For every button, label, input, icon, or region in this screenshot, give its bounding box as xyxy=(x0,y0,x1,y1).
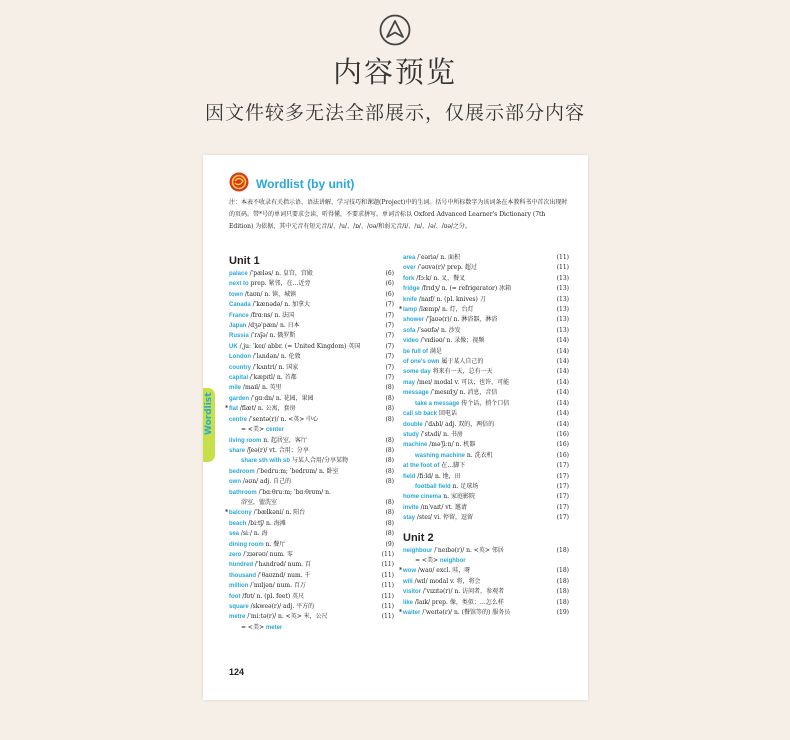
wordlist-entry xyxy=(403,274,569,284)
entry-headword: be full of xyxy=(403,348,428,355)
wordlist-entry xyxy=(403,492,569,502)
wordlist-entry xyxy=(229,436,394,446)
entry-headword: Russia xyxy=(229,333,249,340)
right-entry-list xyxy=(399,253,569,524)
wordlist-entry xyxy=(403,284,569,294)
wordlist-entry xyxy=(399,566,569,576)
wordlist-entry xyxy=(403,347,569,357)
entry-definition: n. 起居室，客厅 xyxy=(261,436,307,444)
entry-headword: over xyxy=(403,265,416,272)
entry-page-ref: (14) xyxy=(556,368,569,376)
entry-page-ref: (18) xyxy=(556,588,569,596)
entry-definition: /ˈθaʊznd/ num. 千 xyxy=(256,571,311,579)
wordlist-entry xyxy=(229,550,394,560)
entry-definition: /ˈvɪzɪtə(r)/ n. 访问者，参观者 xyxy=(421,588,505,596)
entry-page-ref: (14) xyxy=(556,358,569,366)
entry-headword: sea xyxy=(229,531,240,538)
entry-page-ref: (13) xyxy=(556,295,569,303)
entry-page-ref: (11) xyxy=(556,254,569,261)
entry-headword: washing machine xyxy=(415,452,466,459)
wordlist-entry xyxy=(229,394,394,404)
entry-headword: fridge xyxy=(403,286,420,293)
wordlist-entry xyxy=(403,326,569,336)
entry-headword: share xyxy=(229,447,246,454)
entry-page-ref: (14) xyxy=(556,410,569,418)
entry-definition: = <美> center xyxy=(241,426,284,434)
entry-headword: machine xyxy=(403,442,428,449)
wordlist-entry xyxy=(403,598,569,608)
wordlist-entry xyxy=(229,311,394,321)
entry-page-ref: (7) xyxy=(385,332,394,340)
entry-headword: neighbour xyxy=(403,547,433,554)
wordlist-entry xyxy=(403,378,569,388)
entry-definition: /ˈvɪdiəʊ/ n. 录像；视频 xyxy=(418,337,485,345)
right-column xyxy=(399,253,569,618)
wordlist-entry xyxy=(229,383,394,393)
entry-page-ref: (18) xyxy=(556,567,569,575)
wordlist-entry xyxy=(403,577,569,587)
entry-page-ref: (8) xyxy=(385,415,394,423)
entry-definition: /frɑːns/ n. 法国 xyxy=(248,311,295,319)
entry-headword: square xyxy=(229,604,249,610)
entry-definition: 与某人合用/分享某物 xyxy=(290,457,348,465)
entry-definition: /ˈmiːtə(r)/ n. <英> 米，公尺 xyxy=(245,613,328,621)
entry-page-ref: (17) xyxy=(556,462,569,470)
entry-headword: Canada xyxy=(229,302,251,309)
wordlist-entry xyxy=(229,477,394,487)
entry-headword: next to xyxy=(229,281,249,288)
entry-definition: n. 餐厅 xyxy=(263,540,286,548)
entry-page-ref: (8) xyxy=(385,405,394,413)
entry-page-ref: (8) xyxy=(385,457,394,465)
entry-page-ref: (14) xyxy=(556,347,569,355)
page-title: 内容预览 xyxy=(332,55,457,89)
entry-page-ref: (14) xyxy=(556,420,569,428)
wordlist-entry xyxy=(229,269,394,279)
entry-headword: hundred xyxy=(229,562,253,569)
entry-headword: fork xyxy=(403,275,415,282)
entry-headword: waiter xyxy=(403,610,421,616)
entry-page-ref: (11) xyxy=(381,561,394,569)
entry-headword: country xyxy=(229,364,252,371)
entry-definition: /ˈsentə(r)/ n. <英> 中心 xyxy=(247,415,319,423)
wordlist-entry xyxy=(403,420,569,430)
wordlist-entry xyxy=(403,546,569,556)
entry-definition: /ˈkænədə/ n. 加拿大 xyxy=(250,301,310,309)
entry-headword: town xyxy=(229,291,243,298)
entry-definition: /meɪ/ modal v. 可以；也许，可能 xyxy=(415,378,510,386)
entry-definition: /ˈrʌʃə/ n. 俄罗斯 xyxy=(248,332,296,340)
entry-headword: study xyxy=(403,431,420,438)
entry-definition: /siː/ n. 海 xyxy=(239,530,268,538)
entry-page-ref: (13) xyxy=(556,274,569,282)
wordlist-entry xyxy=(229,363,394,373)
entry-definition: /ˈkʌntri/ n. 国家 xyxy=(251,363,299,371)
page-subtitle: 因文件较多无法全部展示，仅展示部分内容 xyxy=(204,102,585,124)
entry-page-ref: (7) xyxy=(385,342,394,350)
entry-page-ref: (11) xyxy=(381,592,394,600)
entry-definition: /fʊt/ n. (pl. feet) 英尺 xyxy=(240,592,305,600)
wordlist-entry xyxy=(229,321,394,331)
entry-page-ref: (9) xyxy=(385,540,394,548)
entry-definition: /ˈbælkəni/ n. 阳台 xyxy=(251,509,306,517)
wordlist-entry xyxy=(225,508,394,518)
entry-headword: bathroom xyxy=(229,489,257,496)
entry-definition: 属于某人自己的 xyxy=(439,358,484,366)
entry-definition: = <美> meter xyxy=(241,623,283,631)
entry-definition: 将来有一天，总有一天 xyxy=(430,368,493,376)
entry-headword: may xyxy=(403,379,416,386)
entry-definition: /ˈbɑːθruːm; ˈbɑːθrʊm/ n. xyxy=(256,488,331,496)
entry-definition: /fɔːk/ n. 叉，餐叉 xyxy=(414,274,466,282)
asterisk-mark: * xyxy=(399,567,403,575)
entry-headword: Japan xyxy=(229,323,247,330)
wordlist-entry xyxy=(403,253,569,263)
entry-headword: knife xyxy=(403,296,418,303)
entry-page-ref: (11) xyxy=(381,613,394,621)
entry-page-ref: (18) xyxy=(556,546,569,554)
wordlist-entry xyxy=(403,388,569,398)
entry-page-ref: (13) xyxy=(556,316,569,324)
wordlist-entry xyxy=(229,352,394,362)
entry-definition: 满是 xyxy=(428,347,442,355)
entry-definition: 在…脚下 xyxy=(439,462,466,470)
wordlist-entry xyxy=(229,498,394,508)
entry-definition: /ˈkæpɪtl/ n. 首都 xyxy=(248,374,297,382)
entry-definition: /ˈneɪbə(r)/ n. <英> 邻居 xyxy=(432,546,504,554)
wordlist-entry xyxy=(229,529,394,539)
entry-headword: beach xyxy=(229,520,247,527)
entry-definition: /ˈəʊvə(r)/ prep. 超过 xyxy=(415,264,477,272)
entry-page-ref: (8) xyxy=(385,384,394,392)
entry-definition: /ɪnˈvaɪt/ vt. 邀请 xyxy=(418,503,467,511)
entry-page-ref: (11) xyxy=(381,603,394,610)
wordlist-entry xyxy=(403,409,569,419)
entry-headword: field xyxy=(403,473,416,480)
entry-definition: /ˈʃaʊə(r)/ n. 淋浴器，淋浴 xyxy=(424,316,498,324)
wordlist-entry xyxy=(403,472,569,482)
entry-headword: share sth with sb xyxy=(241,458,291,465)
entry-page-ref: (8) xyxy=(385,509,394,517)
wordlist-entry xyxy=(403,513,569,523)
entry-page-ref: (16) xyxy=(556,441,569,449)
entry-page-ref: (8) xyxy=(385,446,394,454)
entry-page-ref: (17) xyxy=(556,514,569,522)
entry-page-ref: (13) xyxy=(556,326,569,334)
compass-logo-icon xyxy=(379,14,411,46)
asterisk-mark: * xyxy=(225,509,229,517)
wordlist-entry xyxy=(403,461,569,471)
entry-variant: center xyxy=(265,427,284,434)
wordlist-heading: Wordlist (by unit) xyxy=(256,177,355,191)
entry-headword: London xyxy=(229,354,251,361)
entry-headword: message xyxy=(403,390,429,397)
entry-definition: /ˈstʌdi/ n. 书房 xyxy=(419,430,463,438)
entry-page-ref: (16) xyxy=(556,430,569,438)
wordlist-side-tab xyxy=(203,388,215,462)
entry-headword: dining room xyxy=(229,541,264,548)
entry-page-ref: (8) xyxy=(385,530,394,538)
entry-definition: /frɪdʒ/ n. (= refrigerator) 冰箱 xyxy=(419,285,512,293)
entry-definition: /ˈdʌbl/ adj. 双的，两倍的 xyxy=(422,420,495,428)
entry-definition: 回电话 xyxy=(437,410,457,418)
entry-headword: centre xyxy=(229,416,248,423)
entry-page-ref: (14) xyxy=(556,399,569,407)
entry-headword: million xyxy=(229,583,249,590)
entry-definition: /ˈmɪljən/ num. 百万 xyxy=(248,582,306,590)
asterisk-mark: * xyxy=(399,306,403,314)
entry-page-ref: (8) xyxy=(385,394,394,402)
entry-page-ref: (11) xyxy=(381,550,394,558)
entry-headword: area xyxy=(403,255,416,261)
entry-page-ref: (7) xyxy=(385,322,394,330)
entry-headword: call sb back xyxy=(403,411,438,418)
entry-headword: invite xyxy=(403,504,419,511)
wordlist-entry xyxy=(403,367,569,377)
wordlist-entry xyxy=(229,331,394,341)
asterisk-mark: * xyxy=(399,609,403,616)
entry-definition: /biːtʃ/ n. 海滩 xyxy=(246,519,286,527)
unit-heading: Unit 1 xyxy=(229,255,260,267)
entry-headword: zero xyxy=(229,551,242,558)
entry-definition: /ˈlʌndən/ n. 伦敦 xyxy=(251,353,301,361)
entry-headword: shower xyxy=(403,317,425,324)
entry-definition: 浴室，盥洗室 xyxy=(241,498,278,506)
entry-definition: /ˈzɪərəʊ/ num. 零 xyxy=(241,550,293,558)
entry-headword: like xyxy=(403,599,414,606)
wordlist-entry xyxy=(229,560,394,570)
entry-headword: UK xyxy=(229,343,238,350)
entry-definition: 传个话，捎个口信 xyxy=(459,399,510,407)
entry-definition: /maɪl/ n. 英里 xyxy=(241,384,282,392)
entry-page-ref: (7) xyxy=(385,374,394,382)
entry-definition: n. 洗衣机 xyxy=(465,451,493,459)
wordlist-entry xyxy=(399,608,569,618)
wordlist-entry xyxy=(229,540,394,550)
entry-page-ref: (11) xyxy=(556,264,569,272)
entry-definition: /wɪl/ modal v. 将，将会 xyxy=(412,577,481,585)
entry-definition: /naɪf/ n. (pl. knives) 刀 xyxy=(417,295,486,303)
entry-variant: meter xyxy=(265,624,283,631)
wordlist-entry xyxy=(229,612,394,622)
entry-definition: /ˈbedruːm; ˈbedrʊm/ n. 卧室 xyxy=(254,467,339,475)
entry-headword: foot xyxy=(229,593,241,600)
entry-definition: /skweə(r)/ adj. 平方的 xyxy=(248,603,315,610)
entry-definition: /məˈʃiːn/ n. 机器 xyxy=(427,441,476,449)
entry-page-ref: (17) xyxy=(556,482,569,490)
entry-headword: take a message xyxy=(415,400,460,407)
wordlist-entry xyxy=(403,315,569,325)
wordlist-entry xyxy=(229,425,394,435)
entry-page-ref: (7) xyxy=(385,301,394,309)
entry-definition: /laɪk/ prep. 像，类似；…怎么样 xyxy=(413,598,504,606)
entry-page-ref: (6) xyxy=(385,290,394,298)
wordlist-entry xyxy=(403,399,569,409)
entry-headword: own xyxy=(229,479,241,486)
entry-headword: garden xyxy=(229,395,250,402)
entry-headword: living room xyxy=(229,437,262,444)
entry-definition: n. 家庭影院 xyxy=(441,493,475,501)
entry-page-ref: (6) xyxy=(385,280,394,288)
entry-definition: /waʊ/ excl. 哇，呀 xyxy=(416,567,471,575)
wordlist-entry xyxy=(229,519,394,529)
entry-definition: /ˈsəʊfə/ n. 沙发 xyxy=(415,326,461,334)
entry-headword: of one's own xyxy=(403,359,440,366)
entry-page-ref: (18) xyxy=(556,598,569,606)
entry-headword: home cinema xyxy=(403,494,442,501)
wordlist-entry xyxy=(229,446,394,456)
entry-definition: n. 足球场 xyxy=(450,482,479,490)
wordlist-entry xyxy=(229,623,394,633)
entry-page-ref: (8) xyxy=(385,519,394,527)
entry-page-ref: (17) xyxy=(556,503,569,511)
entry-page-ref: (14) xyxy=(556,337,569,345)
entry-headword: France xyxy=(229,312,249,319)
entry-definition: /taʊn/ n. 镇，城镇 xyxy=(243,290,297,298)
entry-definition: /ˈhʌndrəd/ num. 百 xyxy=(253,561,311,569)
entry-headword: thousand xyxy=(229,572,256,579)
entry-headword: wow xyxy=(403,568,416,575)
entry-definition: prep. 紧邻，在…近旁 xyxy=(248,280,311,288)
unit-heading: Unit 2 xyxy=(403,531,434,544)
wordlist-entry xyxy=(403,336,569,346)
wordlist-entry xyxy=(403,451,569,461)
wordlist-entry xyxy=(229,571,394,581)
entry-headword: capital xyxy=(229,375,249,382)
entry-definition: /ˌjuː ˈkeɪ/ abbr. (= United Kingdom) 英国 xyxy=(237,342,361,350)
entry-page-ref: (17) xyxy=(556,493,569,501)
entry-headword: palace xyxy=(229,271,248,277)
entry-headword: at the foot of xyxy=(403,463,440,470)
entry-definition: /ˈpæləs/ n. 皇宫，宫殿 xyxy=(247,270,313,277)
entry-definition: = <美> neighbor xyxy=(415,556,466,564)
entry-definition: /fiːld/ n. 地，田 xyxy=(415,472,461,480)
entry-definition: /ˈɡɑːdn/ n. 花园，果园 xyxy=(249,394,314,402)
entry-variant: neighbor xyxy=(439,557,466,564)
entry-page-ref: (8) xyxy=(385,436,394,444)
wordlist-entry xyxy=(403,503,569,513)
entry-page-ref: (8) xyxy=(385,498,394,506)
entry-page-ref: (7) xyxy=(385,311,394,319)
entry-headword: flat xyxy=(229,406,238,413)
entry-definition: /læmp/ n. 灯，台灯 xyxy=(417,306,474,314)
entry-headword: video xyxy=(403,338,419,345)
wordlist-badge-icon xyxy=(229,172,249,192)
wordlist-entry xyxy=(229,300,394,310)
wordlist-entry xyxy=(229,342,394,352)
wordlist-entry xyxy=(403,295,569,305)
entry-page-ref: (11) xyxy=(381,571,394,579)
entry-page-ref: (8) xyxy=(385,467,394,475)
wordlist-entry xyxy=(225,404,394,414)
entry-page-ref: (19) xyxy=(556,609,569,616)
wordlist-entry xyxy=(399,305,569,315)
entry-headword: some day xyxy=(403,369,431,376)
entry-page-ref: (16) xyxy=(556,451,569,459)
wordlist-entry xyxy=(403,556,569,566)
wordlist-entry xyxy=(403,587,569,597)
entry-headword: visitor xyxy=(403,589,422,596)
entry-headword: balcony xyxy=(229,510,252,517)
entry-page-ref: (14) xyxy=(556,378,569,386)
entry-page-ref: (8) xyxy=(385,478,394,486)
asterisk-mark: * xyxy=(225,405,229,413)
entry-definition: /əʊn/ adj. 自己的 xyxy=(241,478,292,486)
entry-page-ref: (13) xyxy=(556,306,569,314)
wordlist-entry xyxy=(229,581,394,591)
wordlist-entry xyxy=(229,290,394,300)
entry-headword: will xyxy=(403,578,413,585)
wordlist-entry xyxy=(403,440,569,450)
unit2-entry-list xyxy=(399,546,569,619)
entry-headword: stay xyxy=(403,515,416,522)
wordlist-entry xyxy=(229,467,394,477)
entry-page-ref: (11) xyxy=(381,582,394,590)
entry-page-ref: (6) xyxy=(385,270,394,277)
entry-headword: bedroom xyxy=(229,468,255,475)
entry-headword: sofa xyxy=(403,327,416,334)
entry-page-ref: (17) xyxy=(556,472,569,480)
entry-definition: /ˈmesɪdʒ/ n. 消息，音信 xyxy=(428,389,498,397)
entry-headword: football field xyxy=(415,483,451,490)
entry-headword: double xyxy=(403,421,423,428)
wordlist-entry xyxy=(229,456,394,466)
entry-definition: /dʒəˈpæn/ n. 日本 xyxy=(246,322,300,330)
entry-headword: metre xyxy=(229,614,246,621)
entry-headword: lamp xyxy=(403,307,418,314)
left-column xyxy=(225,253,394,633)
wordlist-entry xyxy=(403,482,569,492)
entry-page-ref: (14) xyxy=(556,389,569,397)
wordlist-entry xyxy=(229,488,394,498)
wordlist-entry xyxy=(229,415,394,425)
wordlist-entry xyxy=(403,263,569,273)
document-page xyxy=(203,155,588,700)
wordlist-note: 注：本表不收录有关指示语、语法讲解、学习技巧和课题(Project)中的生词。括号中所标数字为该词条在本教科书中首次出现时的页码。带*号的单词只要求会读、听得懂，不要求拼写。单词音标以 Oxford Advanced Learner's Dictionary (7th Edition) 为依据，其中元音有短元音/i/、/u/、/ɒ/、/ʊə/和弱元音/i/、/u/、/ə/、/ʊə/之分。 xyxy=(229,199,568,230)
entry-page-ref: (18) xyxy=(556,577,569,585)
entry-definition: /ˈeəriə/ n. 面积 xyxy=(415,254,460,261)
entry-page-ref: (7) xyxy=(385,353,394,361)
side-tab-label: Wordlist xyxy=(204,392,214,435)
entry-page-ref: (7) xyxy=(385,363,394,371)
entry-definition: /flæt/ n. 公寓，套房 xyxy=(238,405,296,413)
entry-definition: /ʃeə(r)/ vt. 合用；分享 xyxy=(245,446,309,454)
entry-definition: /steɪ/ vi. 停留，逗留 xyxy=(415,514,473,522)
entry-headword: mile xyxy=(229,385,242,392)
wordlist-entry xyxy=(403,357,569,367)
entry-definition: /ˈweɪtə(r)/ n. (餐馆等的) 服务员 xyxy=(420,609,511,616)
wordlist-entry xyxy=(229,592,394,602)
wordlist-entry xyxy=(229,279,394,289)
wordlist-entry xyxy=(229,602,394,612)
page-number: 124 xyxy=(229,667,245,677)
wordlist-entry xyxy=(229,373,394,383)
left-entry-list xyxy=(225,269,394,633)
entry-page-ref: (13) xyxy=(556,285,569,293)
wordlist-entry xyxy=(403,430,569,440)
